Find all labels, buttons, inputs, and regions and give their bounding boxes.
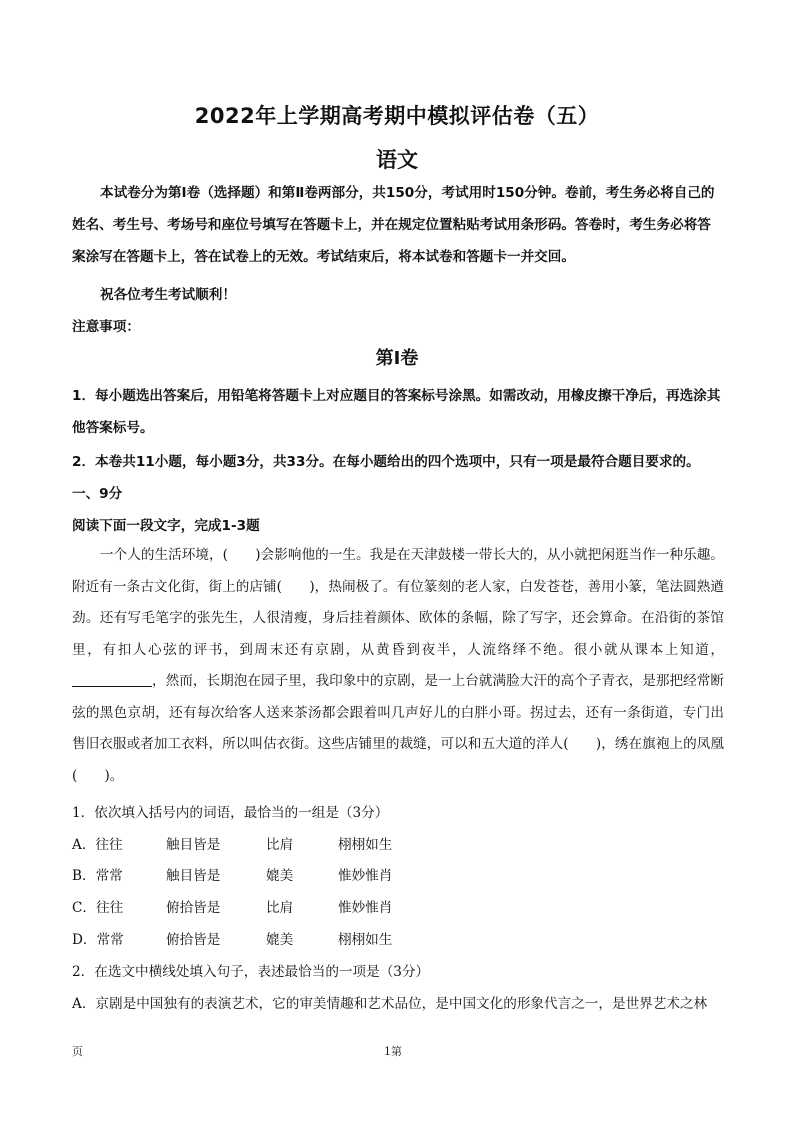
- option-word-3: 栩栩如生: [338, 932, 393, 948]
- subject-title: 语文: [376, 148, 418, 172]
- footer-left: 页: [72, 1045, 83, 1058]
- passage-part-2: ，然而，长期泡在园子里，我印象中的京剧，是一上台就满脸大汗的高个子青衣，是那把经常断弦的黑色京胡，还有每次给客人送来茶汤都会跟着叫几声好儿的白胖小哥。拐过去，还有一条街道，专门出售旧衣服或者加工衣料，所以叫估衣街。这些店铺里的裁缝，可以和五大道的洋人( )，绣在旗袍上的凤凰( )。: [72, 673, 724, 784]
- reading-instruction: 阅读下面一段文字，完成1-3题: [72, 518, 260, 534]
- option-word-1: 触目皆是: [166, 837, 221, 853]
- passage-part-1: 一个人的生活环境，( )会影响他的一生。我是在天津鼓楼一带长大的，从小就把闲逛当作一种乐趣。附近有一条古文化街，街上的店铺( )，热闹极了。有位篆刻的老人家，白发苍苍，善用小篆，笔法圆熟遒劲。还有写毛笔字的张先生，人很清瘦，身后挂着颜体、欧体的条幅，除了写字，还会算命。在沿街的茶馆里，有扣人心弦的评书，到周末还有京剧，从黄昏到夜半，人流络绎不绝。很小就从课本上知道，: [72, 547, 724, 658]
- option-word-2: 比肩: [266, 900, 294, 916]
- option-word-1: 俯拾皆是: [166, 900, 221, 916]
- option-word-2: 比肩: [266, 837, 294, 853]
- option-label: A．往往: [72, 837, 123, 853]
- option-word-2: 媲美: [266, 932, 294, 948]
- wish-line: 祝各位考生考试顺利！: [100, 287, 236, 303]
- page-number: 1第: [384, 1045, 402, 1058]
- option-word-3: 惟妙惟肖: [338, 900, 393, 916]
- reading-passage: [72, 540, 724, 792]
- rule-2: 2．本卷共11小题，每小题3分，共33分。在每小题给出的四个选项中，只有一项是最符合题目要求的。: [72, 454, 700, 470]
- question-1-option-a: [72, 835, 448, 855]
- question-1-option-d: [72, 930, 448, 950]
- part-heading: 一、9分: [72, 486, 123, 502]
- question-1-stem: 1．依次填入括号内的词语，最恰当的一组是（3分）: [72, 805, 389, 821]
- option-word-2: 媲美: [266, 868, 294, 884]
- question-2-stem: 2．在选文中横线处填入句子，表述最恰当的一项是（3分）: [72, 964, 430, 980]
- option-word-3: 栩栩如生: [338, 837, 393, 853]
- option-label: D．常常: [72, 932, 124, 948]
- option-label: C．往往: [72, 900, 124, 916]
- question-1-option-b: [72, 866, 448, 886]
- rule-1: 1．每小题选出答案后，用铅笔将答题卡上对应题目的答案标号涂黑。如需改动，用橡皮擦干净后，再选涂其他答案标号。: [72, 388, 721, 436]
- answer-blank: [72, 672, 152, 687]
- option-label: B．常常: [72, 868, 123, 884]
- notice-label: 注意事项：: [72, 319, 140, 335]
- intro-paragraph: 本试卷分为第Ⅰ卷（选择题）和第Ⅱ卷两部分，共150分，考试用时150分钟。卷前，考生务必将自己的姓名、考生号、考场号和座位号填写在答题卡上，并在规定位置粘贴考试用条形码。答卷时，考生务必将答案涂写在答题卡上，答在试卷上的无效。考试结束后，将本试卷和答题卡一并交回。: [72, 185, 715, 265]
- question-2-option-a: A．京剧是中国独有的表演艺术，它的审美情趣和艺术品位，是中国文化的形象代言之一，是世界艺术之林: [72, 996, 708, 1012]
- option-word-1: 俯拾皆是: [166, 932, 221, 948]
- option-word-1: 触目皆是: [166, 868, 221, 884]
- exam-title: 2022年上学期高考期中模拟评估卷（五）: [194, 104, 600, 128]
- option-word-3: 惟妙惟肖: [338, 868, 393, 884]
- question-1-option-c: [72, 898, 448, 918]
- section-title: 第Ⅰ卷: [375, 348, 419, 369]
